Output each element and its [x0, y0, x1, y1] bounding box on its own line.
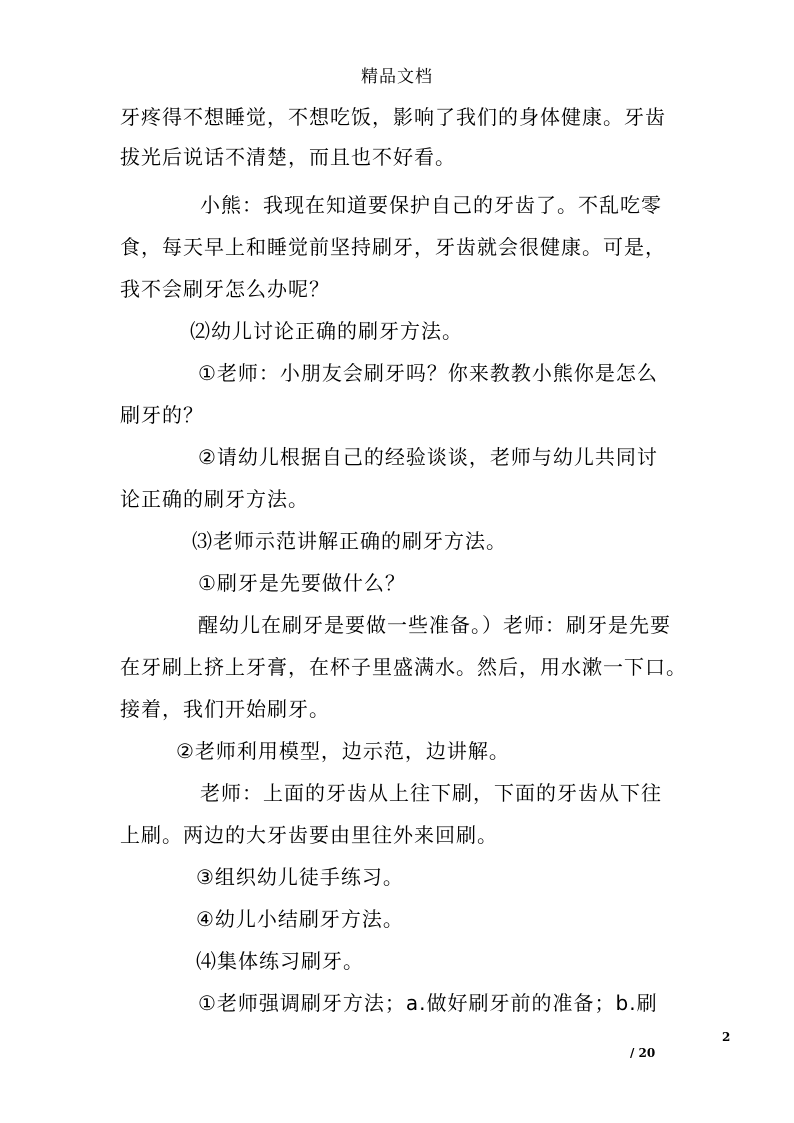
- body-line-14: 在牙刷上挤上牙膏，在杯子里盛满水。然后，用水漱一下口。: [120, 655, 687, 679]
- body-line-13: 醒幼儿在刷牙是要做一些准备。）老师：刷牙是先要: [198, 613, 671, 637]
- body-line-19: ③组织幼儿徒手练习。: [196, 865, 404, 889]
- body-line-21: ⑷集体练习刷牙。: [196, 949, 364, 973]
- body-line-17: 老师：上面的牙齿从上往下刷，下面的牙齿从下往: [200, 781, 662, 805]
- body-line-2: 拔光后说话不清楚，而且也不好看。: [120, 145, 456, 169]
- body-line-7: ①老师：小朋友会刷牙吗？你来教教小熊你是怎么: [198, 361, 658, 385]
- body-line-11: ⑶老师示范讲解正确的刷牙方法。: [192, 529, 507, 553]
- body-line-18: 上刷。两边的大牙齿要由里往外来回刷。: [120, 823, 498, 847]
- body-line-4: 食，每天早上和睡觉前坚持刷牙，牙齿就会很健康。可是，: [120, 235, 666, 259]
- body-line-12: ①刷牙是先要做什么？: [198, 571, 406, 595]
- body-line-5: 我不会刷牙怎么办呢？: [120, 277, 330, 301]
- body-line-22: ①老师强调刷牙方法；a.做好刷牙前的准备；b.刷: [198, 991, 658, 1015]
- body-line-1: 牙疼得不想睡觉，不想吃饭，影响了我们的身体健康。牙齿: [120, 105, 666, 129]
- page-count: / 20: [630, 1046, 656, 1060]
- page-number: 2: [722, 1030, 731, 1044]
- body-line-15: 接着，我们开始刷牙。: [120, 697, 330, 721]
- body-line-6: ⑵幼儿讨论正确的刷牙方法。: [190, 319, 463, 343]
- body-line-8: 刷牙的？: [120, 403, 204, 427]
- body-line-10: 论正确的刷牙方法。: [120, 487, 309, 511]
- body-line-3: 小熊：我现在知道要保护自己的牙齿了。不乱吃零: [200, 193, 662, 217]
- body-line-16: ②老师利用模型，边示范，边讲解。: [176, 739, 510, 763]
- document-header: 精品文档: [361, 67, 433, 87]
- body-line-9: ②请幼儿根据自己的经验谈谈，老师与幼儿共同讨: [198, 445, 658, 469]
- body-line-20: ④幼儿小结刷牙方法。: [196, 907, 404, 931]
